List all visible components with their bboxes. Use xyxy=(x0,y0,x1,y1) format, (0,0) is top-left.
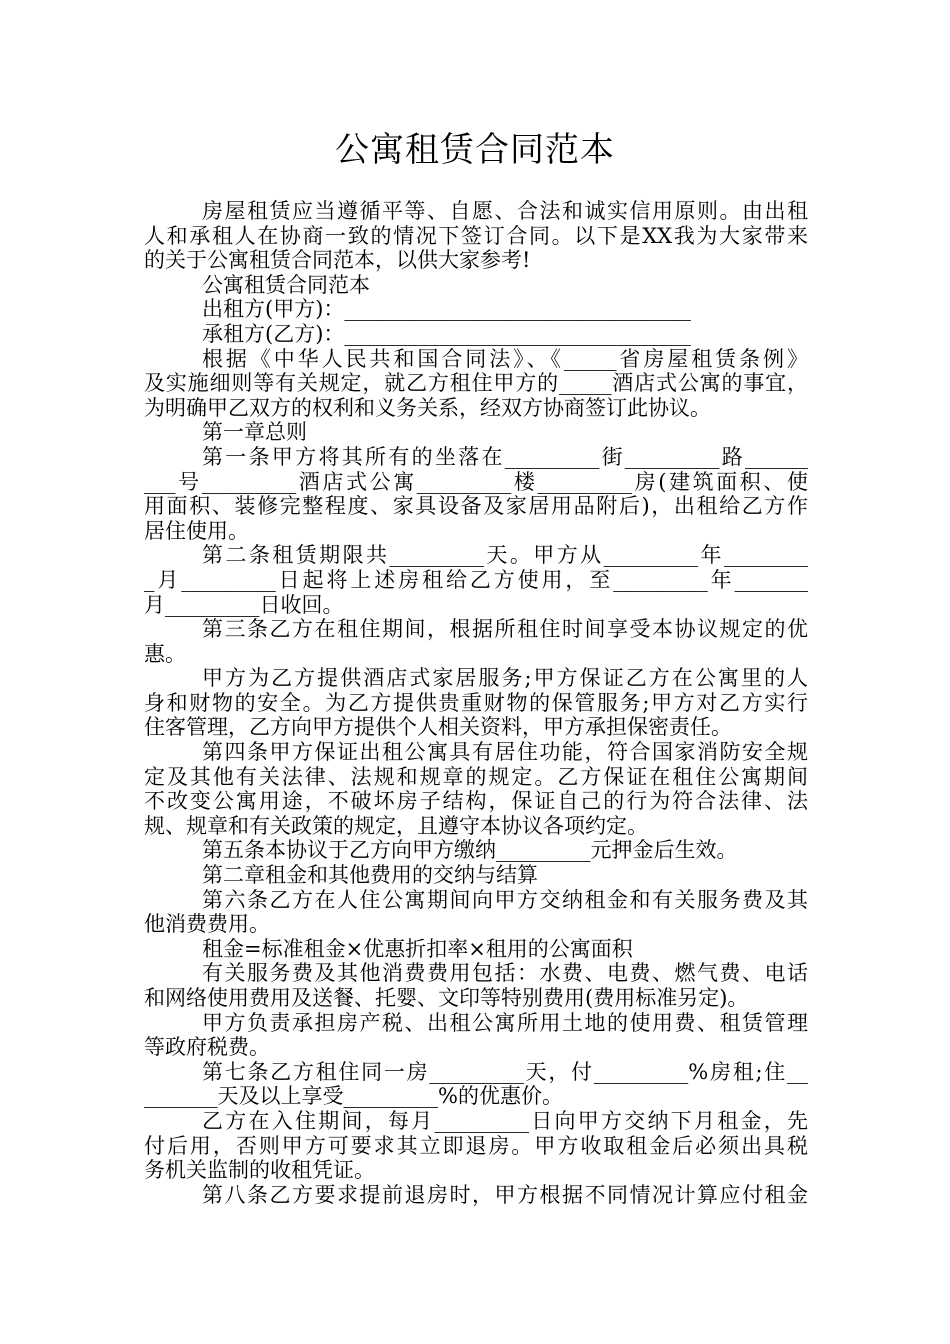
text-line: 第七条乙方租住同一房_________天，付_________%房租;住__ xyxy=(202,1059,808,1084)
text-line: 定及其他有关法律、法规和规章的规定。乙方保证在租住公寓期间 xyxy=(144,764,808,789)
text-line: 第五条本协议于乙方向甲方缴纳_________元押金后生效。 xyxy=(202,838,738,863)
text-line: ___号_________酒店式公寓_________楼_________房(建筑面积、使 xyxy=(144,469,808,494)
text-line: 的关于公寓租赁合同范本，以供大家参考! xyxy=(144,248,531,273)
text-line: 付后用，否则甲方可要求其立即退房。甲方收取租金后必须出具税 xyxy=(144,1133,808,1158)
text-line: 及实施细则等有关规定，就乙方租住甲方的_____酒店式公寓的事宜， xyxy=(144,371,808,396)
text-line: 甲方负责承担房产税、出租公寓所用土地的使用费、租赁管理 xyxy=(202,1010,808,1035)
document-body xyxy=(144,199,808,1207)
text-line: 承租方(乙方)：_________________________________ xyxy=(202,321,691,346)
text-line: 第一条甲方将其所有的坐落在_________街_________路______ xyxy=(202,444,808,469)
text-line: 乙方在入住期间，每月_________日向甲方交纳下月租金，先 xyxy=(202,1108,808,1133)
text-line: 等政府税费。 xyxy=(144,1035,270,1060)
text-line: 有关服务费及其他消费费用包括：水费、电费、燃气费、电话 xyxy=(202,961,808,986)
text-line: 月_________日收回。 xyxy=(144,592,344,617)
text-line: 出租方(甲方)：_________________________________ xyxy=(202,297,691,322)
document-title: 公寓租赁合同范本 xyxy=(335,130,615,170)
text-line: 身和财物的安全。为乙方提供贵重财物的保管服务;甲方对乙方实行 xyxy=(144,690,808,715)
text-line: 第二条租赁期限共_________天。甲方从_________年________ xyxy=(202,543,808,568)
text-line: 住客管理，乙方向甲方提供个人相关资料，甲方承担保密责任。 xyxy=(144,715,732,740)
text-line: 不改变公寓用途，不破坏房子结构，保证自己的行为符合法律、法 xyxy=(144,789,808,814)
text-line: 和网络使用费用及送餐、托婴、文印等特别费用(费用标准另定)。 xyxy=(144,986,749,1010)
text-line: 人和承租人在协商一致的情况下签订合同。以下是XX我为大家带来 xyxy=(144,223,808,248)
text-line: 公寓租赁合同范本 xyxy=(202,272,370,297)
text-line: 为明确甲乙双方的权利和义务关系，经双方协商签订此协议。 xyxy=(144,395,711,420)
text-line: 惠。 xyxy=(144,641,186,666)
text-line: 第一章总则 xyxy=(202,420,307,445)
text-line: 他消费费用。 xyxy=(144,912,270,937)
text-line: _月_________日起将上述房租给乙方使用，至_________年_______ xyxy=(144,567,808,592)
text-line: 用面积、装修完整程度、家具设备及家居用品附后)，出租给乙方作 xyxy=(144,494,808,519)
text-line: _______天及以上享受_________%的优惠价。 xyxy=(144,1084,563,1109)
text-line: 房屋租赁应当遵循平等、自愿、合法和诚实信用原则。由出租 xyxy=(202,199,808,223)
text-line: 甲方为乙方提供酒店式家居服务;甲方保证乙方在公寓里的人 xyxy=(202,666,808,691)
text-line: 第三条乙方在租住期间，根据所租住时间享受本协议规定的优 xyxy=(202,617,808,642)
text-line: 第六条乙方在人住公寓期间向甲方交纳租金和有关服务费及其 xyxy=(202,887,808,912)
text-line: 第八条乙方要求提前退房时，甲方根据不同情况计算应付租金 xyxy=(202,1182,808,1207)
text-line: 租金=标准租金×优惠折扣率×租用的公寓面积 xyxy=(202,936,633,961)
text-line: 规、规章和有关政策的规定，且遵守本协议各项约定。 xyxy=(144,813,648,838)
text-line: 根据《中华人民共和国合同法》、《_____省房屋租赁条例》 xyxy=(202,346,808,371)
text-line: 第二章租金和其他费用的交纳与结算 xyxy=(202,863,538,888)
text-line: 务机关监制的收租凭证。 xyxy=(144,1158,375,1183)
text-line: 第四条甲方保证出租公寓具有居住功能，符合国家消防安全规 xyxy=(202,740,808,765)
text-line: 居住使用。 xyxy=(144,518,249,543)
